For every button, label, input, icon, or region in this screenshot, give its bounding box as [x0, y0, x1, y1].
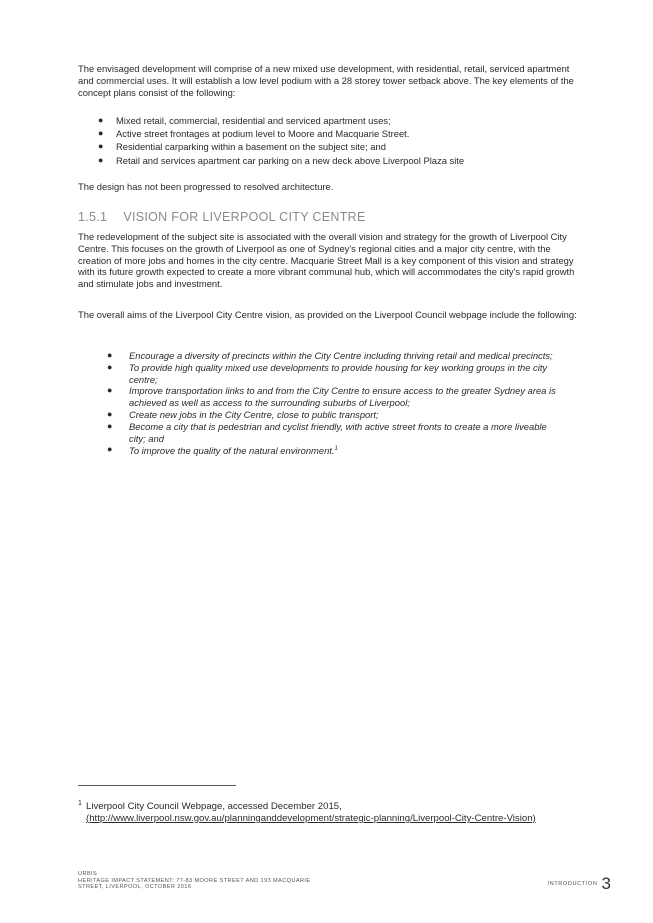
bullet-icon: ● [107, 385, 113, 396]
footer-document-info [78, 871, 311, 891]
list-item: ● Residential carparking within a basement on the subject site; and [98, 141, 386, 153]
footer-title-line2: STREET, LIVERPOOL, OCTOBER 2016 [78, 884, 192, 891]
footer-title-line1: HERITAGE IMPACT STATEMENT: 77-83 MOORE STREET AND 193 MACQUARIE [78, 877, 311, 884]
footer-section-label: INTRODUCTION [547, 881, 598, 887]
section-number: 1.5.1 [78, 210, 108, 224]
aims-intro-paragraph: The overall aims of the Liverpool City Centre vision, as provided on the Liverpool Council webpage include the following: [78, 309, 577, 320]
design-note: The design has not been progressed to resolved architecture. [78, 181, 334, 192]
footnote-reference[interactable]: 1 [334, 446, 338, 453]
list-item: ● To improve the quality of the natural environment.$^1$ [107, 444, 338, 457]
footnote-link[interactable]: (http://www.liverpool.nsw.gov.au/planninganddevelopment/strategic-planning/Liverpool-City-Centre-Vision) [86, 813, 536, 824]
footnote [78, 801, 578, 825]
footnote-text: Liverpool City Council Webpage, accessed December 2015, [86, 801, 342, 812]
bullet-icon: ● [98, 141, 104, 152]
bullet-icon: ● [98, 115, 104, 125]
list-item: ● Active street frontages at podium level to Moore and Macquarie Street. [98, 128, 410, 140]
list-item: ● Create new jobs in the City Centre, close to public transport; [107, 408, 379, 420]
intro-paragraph: The envisaged development will comprise of a new mixed use development, with residential, retail, serviced apartment and commercial uses. It will establish a low level podium with a 28 storey tower setback above. The key elements of the concept plans consist of the following: [78, 63, 574, 98]
bullet-icon: ● [107, 420, 113, 431]
vision-aims-list [107, 350, 559, 457]
section-heading [78, 210, 366, 224]
list-item: ● Improve transportation links to and from the City Centre to ensure access to the greater Sydney area is achieved as well as access to the surrounding suburbs of Liverpool; [107, 385, 556, 409]
list-item: ● Become a city that is pedestrian and cyclist friendly, with active street fronts to create a more liveable city; and [107, 420, 547, 444]
bullet-icon: ● [107, 444, 113, 455]
list-item: ● Mixed retail, commercial, residential and serviced apartment uses; [98, 115, 391, 126]
bullet-icon: ● [98, 128, 104, 139]
footer-page-info [547, 874, 611, 894]
bullet-icon: ● [107, 361, 113, 372]
vision-paragraph: The redevelopment of the subject site is associated with the overall vision and strategy for the growth of Liverpool City Centre. This focuses on the growth of Liverpool as one of Sydney's regional cities and a major city centre, with the creation of more jobs and homes in the city centre. Macquarie Street Mall is a key component of this vision and strategy with its future growth expected to create a more vibrant communal hub, which will accommodates the city's rapid growth and stimulate jobs and investment. [78, 231, 575, 290]
list-item: ● Retail and services apartment car parking on a new deck above Liverpool Plaza site [98, 154, 465, 166]
concept-elements-list [98, 115, 576, 168]
section-title: VISION FOR LIVERPOOL CITY CENTRE [123, 210, 366, 224]
bullet-icon: ● [107, 350, 113, 360]
footer-company: URBIS [78, 871, 98, 877]
footnote-divider [78, 785, 236, 786]
page-number: 3 [601, 874, 611, 893]
list-item: ● Encourage a diversity of precincts within the City Centre including thriving retail and medical precincts; [107, 350, 553, 361]
bullet-icon: ● [98, 154, 104, 165]
list-item: ● To provide high quality mixed use developments to provide housing for key working groups in the city centre; [107, 361, 548, 385]
footnote-marker: 1 [78, 800, 82, 807]
bullet-icon: ● [107, 408, 113, 419]
